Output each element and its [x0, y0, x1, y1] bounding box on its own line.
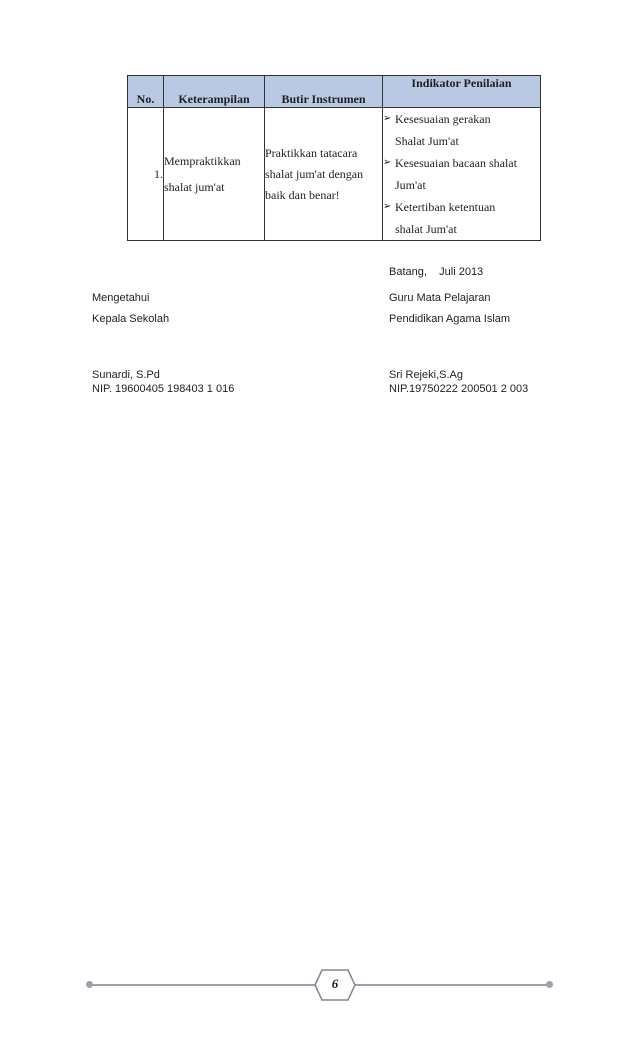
right-signature-position: Pendidikan Agama Islam — [389, 313, 511, 325]
header-no: No. — [128, 76, 164, 108]
butir-line: baik dan benar! — [265, 187, 340, 202]
left-signature-title: Mengetahui — [92, 292, 150, 304]
indikator-item — [383, 196, 540, 240]
arrow-bullet-icon: ➢ — [383, 157, 392, 168]
indikator-line: Kesesuaian gerakan — [395, 112, 491, 126]
right-signature-nip: NIP.19750222 200501 2 003 — [389, 383, 529, 395]
header-butir-instrumen: Butir Instrumen — [265, 76, 383, 108]
indikator-line: Jum'at — [395, 178, 426, 192]
indikator-item — [383, 108, 540, 152]
table-header-row — [128, 76, 541, 108]
butir-line: shalat jum'at dengan — [265, 166, 364, 181]
footer-left-dot — [86, 981, 93, 988]
butir-instrumen-cell — [265, 108, 383, 241]
indikator-line: Shalat Jum'at — [395, 134, 459, 148]
indikator-line: shalat Jum'at — [395, 222, 457, 236]
footer-right-dot — [546, 981, 553, 988]
right-signature-name: Sri Rejeki,S.Ag — [389, 369, 463, 381]
page-number: 6 — [331, 976, 339, 991]
keterampilan-cell — [164, 108, 265, 241]
keterampilan-line: shalat jum'at — [164, 180, 225, 194]
left-signature-nip: NIP. 19600405 198403 1 016 — [92, 383, 235, 395]
assessment-table — [127, 75, 541, 241]
place-date: Batang, Juli 2013 — [389, 266, 484, 278]
indikator-item — [383, 152, 540, 196]
arrow-bullet-icon: ➢ — [383, 113, 392, 124]
left-signature-name: Sunardi, S.Pd — [92, 369, 160, 381]
header-indikator-penilaian: Indikator Penilaian — [383, 76, 541, 108]
arrow-bullet-icon: ➢ — [383, 201, 392, 212]
indikator-line: Kesesuaian bacaan shalat — [395, 156, 517, 170]
keterampilan-line: Mempraktikkan — [164, 154, 241, 168]
header-keterampilan: Keterampilan — [164, 76, 265, 108]
left-signature-position: Kepala Sekolah — [92, 313, 170, 325]
table-row — [128, 108, 541, 241]
butir-line: Praktikkan tatacara — [265, 145, 358, 160]
indikator-line: Ketertiban ketentuan — [395, 200, 496, 214]
right-signature-title: Guru Mata Pelajaran — [389, 292, 491, 304]
row-number: 1. — [128, 108, 164, 241]
indikator-cell — [383, 108, 541, 241]
